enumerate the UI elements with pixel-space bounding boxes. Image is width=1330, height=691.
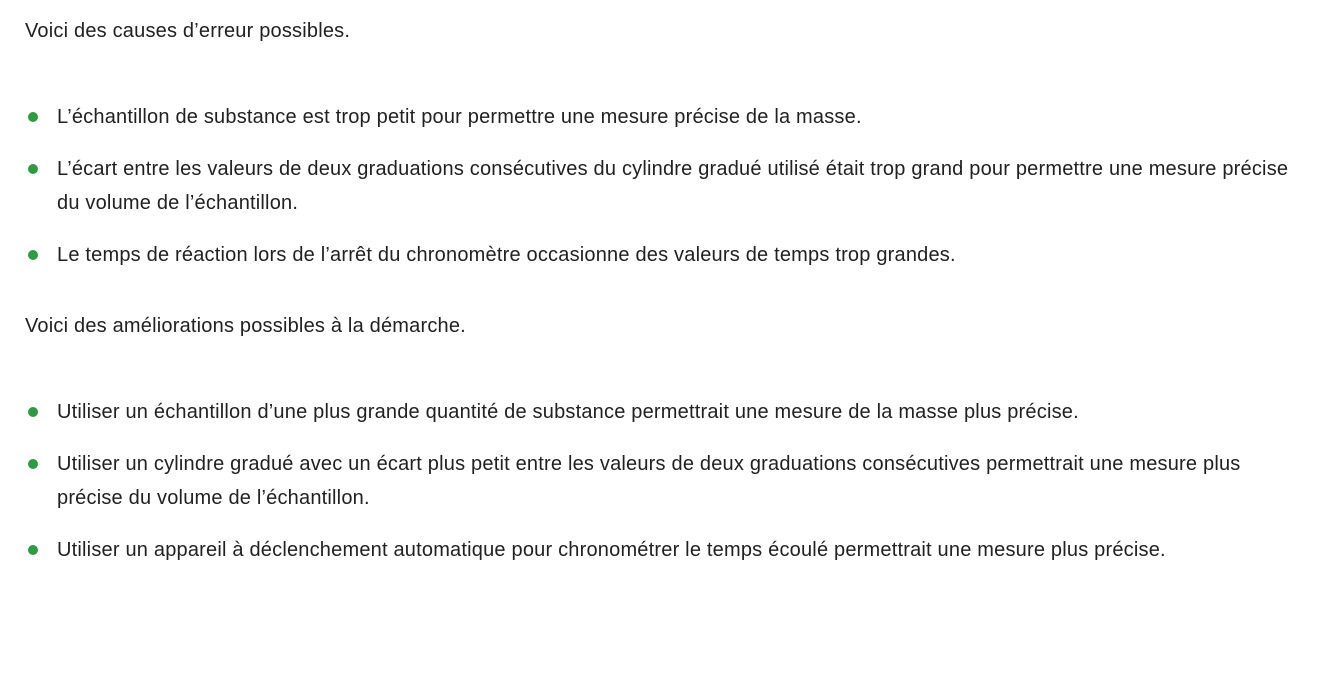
list-item bbox=[25, 152, 1299, 220]
list-item-text: Utiliser un appareil à déclenchement automatique pour chronométrer le temps écoulé permettrait une mesure plus précise. bbox=[57, 539, 1166, 561]
improvements-intro: Voici des améliorations possibles à la démarche. bbox=[25, 315, 466, 337]
bullet-icon bbox=[28, 250, 38, 260]
bullet-icon bbox=[28, 545, 38, 555]
bullet-icon bbox=[28, 164, 38, 174]
list-item-text: L’écart entre les valeurs de deux graduations consécutives du cylindre gradué utilisé était trop grand pour permettre une mesure précise du volume de l’échantillon. bbox=[57, 158, 1289, 214]
list-item bbox=[25, 447, 1299, 515]
bullet-icon bbox=[28, 459, 38, 469]
list-item bbox=[25, 395, 1299, 429]
bullet-icon bbox=[28, 112, 38, 122]
list-item bbox=[25, 100, 1299, 134]
list-item-text: Le temps de réaction lors de l’arrêt du chronomètre occasionne des valeurs de temps trop grandes. bbox=[57, 244, 956, 266]
list-item-text: Utiliser un échantillon d’une plus grande quantité de substance permettrait une mesure de la masse plus précise. bbox=[57, 401, 1079, 423]
improvements-list bbox=[25, 395, 1305, 567]
list-item-text: Utiliser un cylindre gradué avec un écart plus petit entre les valeurs de deux graduations consécutives permettrait une mesure plus précise du volume de l’échantillon. bbox=[57, 453, 1241, 509]
list-item bbox=[25, 238, 1299, 272]
list-item-text: L’échantillon de substance est trop petit pour permettre une mesure précise de la masse. bbox=[57, 106, 862, 128]
error-causes-section bbox=[25, 14, 1305, 272]
error-causes-intro: Voici des causes d’erreur possibles. bbox=[25, 20, 351, 42]
improvements-section bbox=[25, 309, 1305, 567]
bullet-icon bbox=[28, 407, 38, 417]
error-causes-list bbox=[25, 100, 1305, 272]
list-item bbox=[25, 533, 1299, 567]
